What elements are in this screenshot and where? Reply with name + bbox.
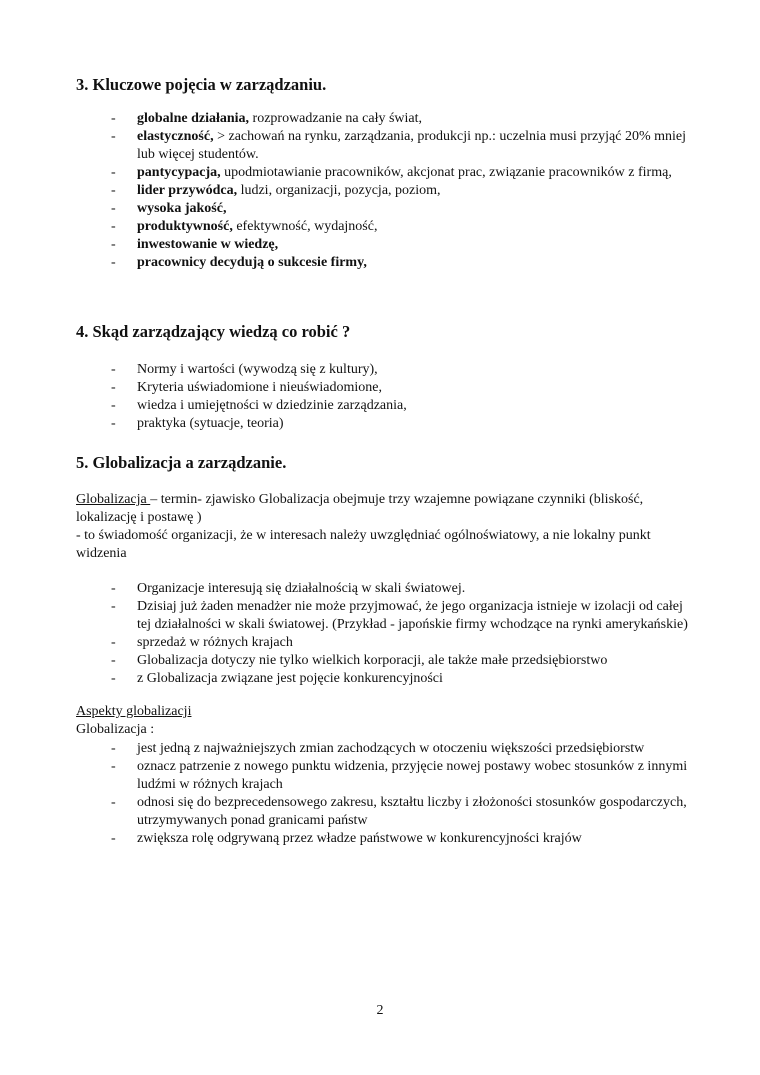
item-term: inwestowanie w wiedzę, — [137, 237, 279, 252]
definition-paragraph — [76, 491, 686, 527]
item-text: upodmiotawianie pracowników, akcjonat prac, związanie pracowników z firmą, — [220, 165, 672, 180]
list-item — [111, 794, 691, 830]
aspects-heading — [76, 703, 686, 721]
list-item — [111, 200, 701, 218]
item-text: ludzi, organizacji, pozycja, poziom, — [237, 183, 441, 198]
list-item — [111, 128, 701, 164]
list-item — [111, 236, 701, 254]
bullet-dash: - — [111, 362, 116, 377]
item-term: lider przywódca, — [137, 183, 238, 198]
list-item — [111, 379, 671, 397]
bullet-dash: - — [111, 741, 116, 756]
item-text: Normy i wartości (wywodzą się z kultury), — [137, 362, 378, 377]
item-text: z Globalizacja związane jest pojęcie konkurencyjności — [137, 671, 443, 686]
bullet-dash: - — [111, 237, 116, 252]
bullet-dash: - — [111, 671, 116, 686]
list-item — [111, 634, 691, 652]
bullet-dash: - — [111, 581, 116, 596]
item-text: praktyka (sytuacje, teoria) — [137, 416, 284, 431]
page-number: 2 — [376, 1003, 384, 1018]
list-item — [111, 182, 701, 200]
definition-term: Globalizacja — [76, 492, 151, 507]
list-item — [111, 740, 691, 758]
bullet-dash: - — [111, 653, 116, 668]
bullet-dash: - — [111, 129, 116, 144]
list-item — [111, 580, 691, 598]
item-term: wysoka jakość, — [137, 201, 227, 216]
bullet-dash: - — [111, 831, 116, 846]
section-4-heading: 4. Skąd zarządzający wiedzą co robić ? — [76, 322, 351, 341]
section-3-heading: 3. Kluczowe pojęcia w zarządzaniu. — [76, 75, 327, 94]
bullet-dash: - — [111, 255, 116, 270]
item-text: Organizacje interesują się działalnością w skali światowej. — [137, 581, 466, 596]
bullet-dash: - — [111, 165, 116, 180]
bullet-dash: - — [111, 416, 116, 431]
aspects-heading-text: Aspekty globalizacji — [76, 704, 192, 719]
aspects-list — [111, 740, 691, 848]
list-item — [111, 254, 701, 272]
section-3-list — [111, 110, 701, 272]
item-text: Globalizacja dotyczy nie tylko wielkich korporacji, ale także małe przedsiębiorstwo — [137, 653, 608, 668]
list-item — [111, 598, 691, 634]
list-item — [111, 830, 691, 848]
aspects-intro: Globalizacja : — [76, 722, 155, 737]
list-item — [111, 652, 691, 670]
section-4-list — [111, 361, 671, 433]
list-item — [111, 397, 671, 415]
item-text: > zachowań na rynku, zarządzania, produkcji np.: uczelnia musi przyjąć 20% mniej lub więcej studentów. — [137, 129, 687, 162]
bullet-dash: - — [111, 201, 116, 216]
item-text: wiedza i umiejętności w dziedzinie zarządzania, — [137, 398, 407, 413]
list-item — [111, 361, 671, 379]
item-text: odnosi się do bezprecedensowego zakresu, kształtu liczby i złożoności stosunków gospodarczych, utrzymywanych ponad granicami państw — [137, 795, 687, 828]
bullet-dash: - — [111, 795, 116, 810]
item-term: elastyczność, — [137, 129, 214, 144]
list-item — [111, 110, 701, 128]
bullet-dash: - — [111, 398, 116, 413]
bullet-dash: - — [111, 759, 116, 774]
bullet-dash: - — [111, 635, 116, 650]
item-text: rozprowadzanie na cały świat, — [249, 111, 423, 126]
list-item — [111, 164, 701, 182]
item-text: oznacz patrzenie z nowego punktu widzenia, przyjęcie nowej postawy wobec stosunków z innymi ludźmi w różnych krajach — [137, 759, 688, 792]
list-item — [111, 670, 691, 688]
bullet-dash: - — [111, 111, 116, 126]
section-5-list — [111, 580, 691, 688]
bullet-dash: - — [111, 219, 116, 234]
item-term: pracownicy decydują o sukcesie firmy, — [137, 255, 367, 270]
item-text: sprzedaż w różnych krajach — [137, 635, 293, 650]
item-term: produktywność, — [137, 219, 233, 234]
bullet-dash: - — [111, 183, 116, 198]
bullet-dash: - — [111, 599, 116, 614]
item-text: Dzisiaj już żaden menadżer nie może przyjmować, że jego organizacja istnieje w izolacji od całej tej działalności w skali światowej. (Przykład - japońskie firmy wchodzące na rynki amerykańskie) — [137, 599, 688, 632]
item-text: jest jedną z najważniejszych zmian zachodzących w otoczeniu większości przedsiębiorstw — [137, 741, 645, 756]
bullet-dash: - — [111, 380, 116, 395]
item-text: efektywność, wydajność, — [232, 219, 378, 234]
item-term: pantycypacja, — [137, 165, 221, 180]
list-item — [111, 415, 671, 433]
list-item — [111, 758, 691, 794]
item-term: globalne działania, — [137, 111, 250, 126]
section-5-heading: 5. Globalizacja a zarządzanie. — [76, 453, 287, 472]
definition-line-2: - to świadomość organizacji, że w interesach należy uwzględniać ogólnoświatowy, a nie lokalny punkt widzenia — [76, 528, 651, 561]
list-item — [111, 218, 701, 236]
definition-text: – termin- zjawisko Globalizacja obejmuje trzy wzajemne powiązane czynniki (bliskość, lokalizację i postawę ) — [76, 492, 644, 525]
item-text: zwiększa rolę odgrywaną przez władze państwowe w konkurencyjności krajów — [137, 831, 582, 846]
item-text: Kryteria uświadomione i nieuświadomione, — [137, 380, 382, 395]
